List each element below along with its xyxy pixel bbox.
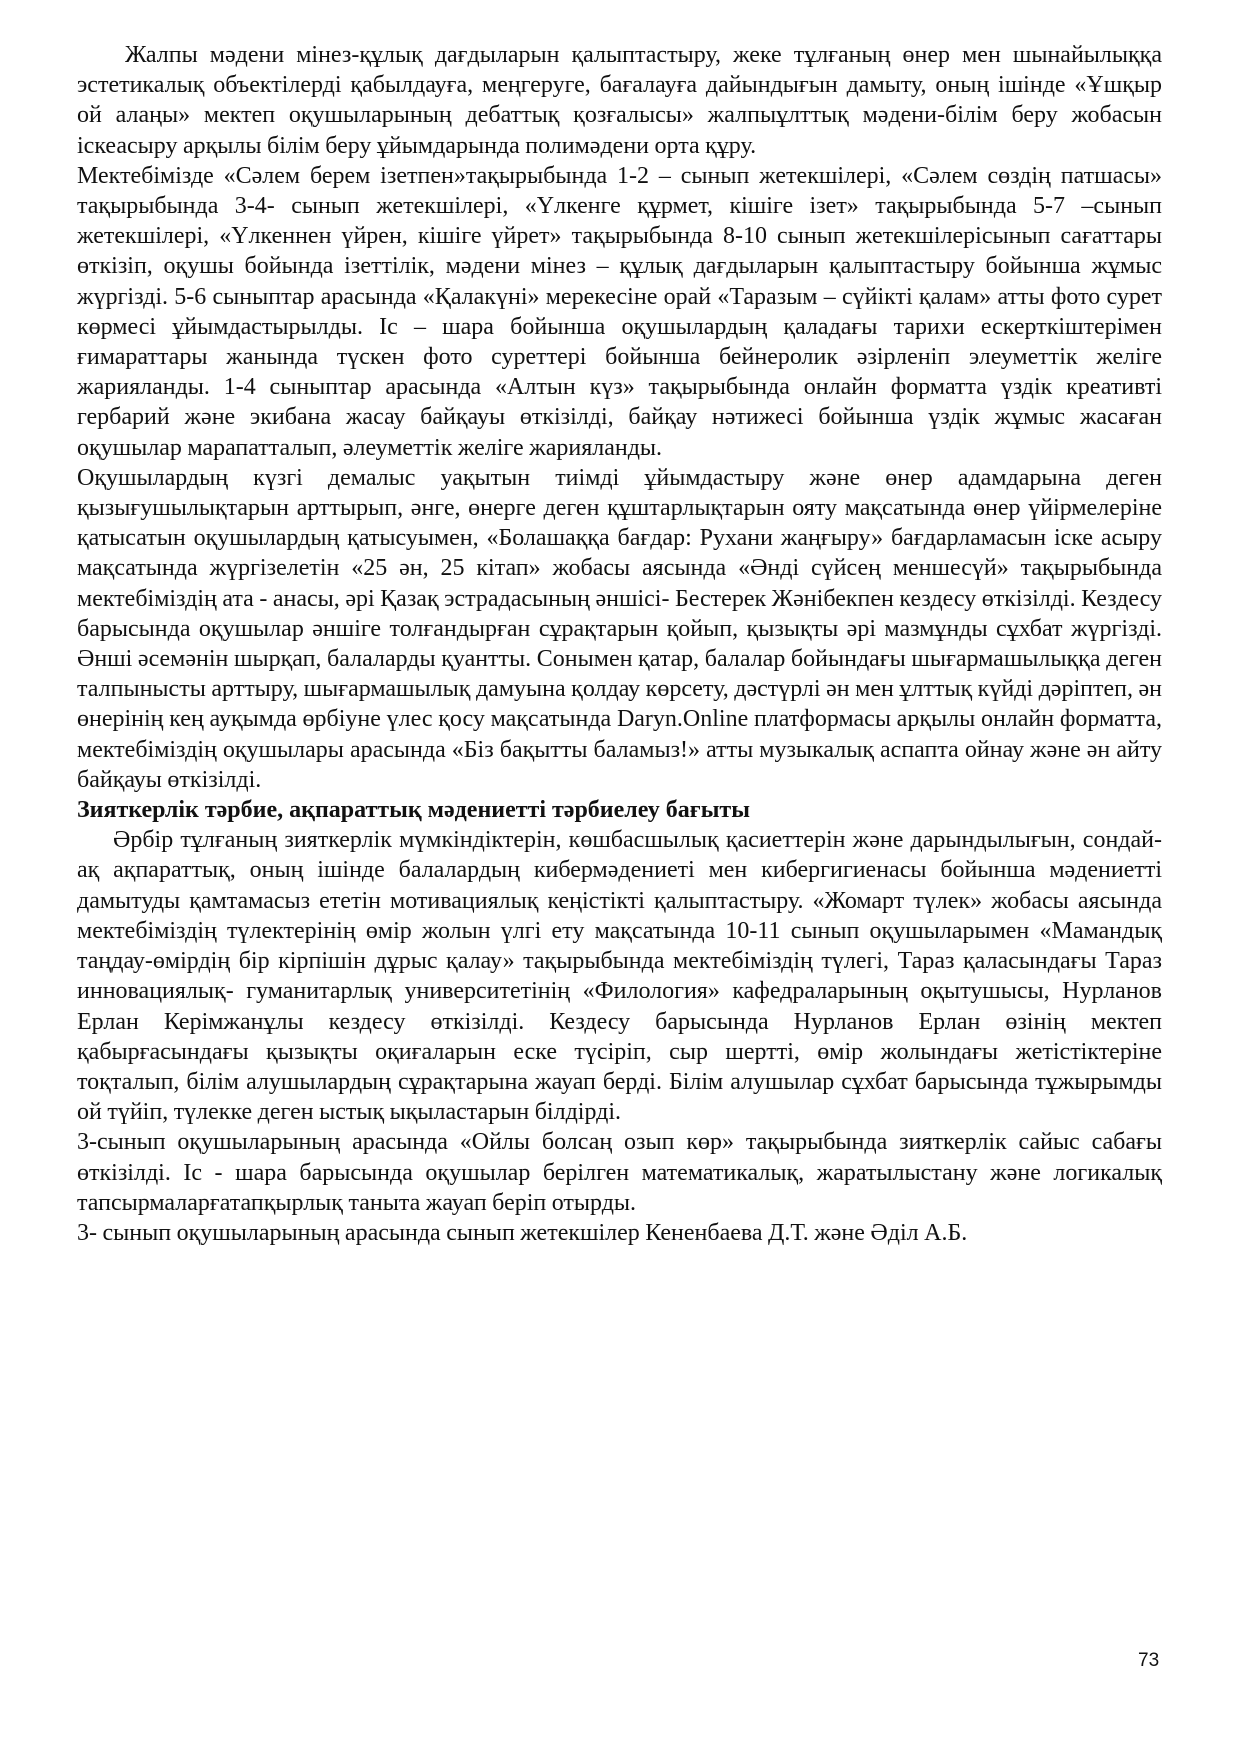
paragraph-grade3-teachers: 3- сынып оқушыларының арасында сынып жетекшілер Кененбаева Д.Т. және Әділ А.Б. (77, 1219, 968, 1246)
paragraph-autumn-holiday: Оқушылардың күзгі демалыс уақытын тиімді ұйымдастыру және өнер адамдарына деген қызығушылықтарын арттырып, әнге, өнерге деген құштарлықтарын ояту мақсатында өнер үйірмелеріне қатысатын оқушылардың қатысуымен, «Болашаққа бағдар: Рухани жаңғыру» бағдарламасын іске асыру мақсатында жүргізелетін «25 ән, 25 кітап» жобасы аясында «Әнді сүйсең меншесүй» тақырыбында мектебіміздің ата - анасы, әрі Қазақ эстрадасының әншісі- Бестерек Жәнібекпен кездесу өткізілді. Кездесу барысында оқушылар әншіге толғандырған сұрақтарын қойып, қызықты әрі мазмұнды сұхбат жүргізді. Әнші әсемәнін шырқап, балаларды қуантты. Сонымен қатар, балалар бойындағы шығармашылыққа деген талпынысты арттыру, шығармашылық дамуына қолдау көрсету, дәстүрлі ән мен ұлттық күйді дәріптеп, ән өнерінің кең ауқымда өрбіуне үлес қосу мақсатында Daryn.Online платформасы арқылы онлайн форматта, мектебіміздің оқушылары арасында «Біз бақытты баламыз!» атты музыкалық аспапта ойнау және ән айту байқауы өткізілді. (77, 464, 1162, 793)
paragraph-school-events: Мектебімізде «Сәлем берем ізетпен»тақырыбында 1-2 – сынып жетекшілері, «Сәлем сөздің патшасы» тақырыбында 3-4- сынып жетекшілері, «Үлкенге құрмет, кішіге ізет» тақырыбында 5-7 –сынып жетекшілері, «Үлкеннен үйрен, кішіге үйрет» тақырыбында 8-10 сынып жетекшілерісынып сағаттары өткізіп, оқушы бойында ізеттілік, мәдени мінез – құлық дағдыларын қалыптастыру бойынша жұмыс жүргізді. 5-6 сыныптар арасында «Қалакүні» мерекесіне орай «Таразым – сүйікті қалам» атты фото сурет көрмесі ұйымдастырылды. Іс – шара бойынша оқушылардың қаладағы тарихи ескерткіштерімен ғимараттары жанында түскен фото суреттері бойынша бейнеролик әзірленіп элеуметтік желіге жарияланды. 1-4 сыныптар арасында «Алтын күз» тақырыбында онлайн форматта үздік креативті гербарий және экибана жасау байқауы өткізілді, байқау нәтижесі бойынша үздік жұмыс жасаған оқушылар марапатталып, әлеуметтік желіге жарияланды. (77, 162, 1162, 461)
document-page (77, 40, 1162, 1248)
section-heading-intellectual-education: Зияткерлік тәрбие, ақпараттық мәдениетті тәрбиелеу бағыты (77, 797, 750, 824)
paragraph-grade3-contest: 3-сынып оқушыларының арасында «Ойлы болсаң озып көр» тақырыбында зияткерлік сайыс сабағы өткізілді. Іс - шара барысында оқушылар берілген математикалық, жаратылыстану және логикалық тапсырмаларғатапқырлық таныта жауап беріп отырды. (77, 1129, 1162, 1216)
paragraph-intellectual-development: Әрбір тұлғаның зияткерлік мүмкіндіктерін, көшбасшылық қасиеттерін және дарындылығын, сондай-ақ ақпараттық, оның ішінде балалардың кибермәдениеті мен кибергигиенасы бойынша мәдениетті дамытуды қамтамасыз ететін мотивациялық кеңістікті қалыптастыру. «Жомарт түлек» жобасы аясында мектебіміздің түлектерінің өмір жолын үлгі ету мақсатында 10-11 сынып оқушыларымен «Мамандық таңдау-өмірдің бір кірпішін дұрыс қалау» тақырыбында мектебіміздің түлегі, Тараз қаласындағы Тараз инновациялық- гуманитарлық университетінің «Филология» кафедраларының оқытушысы, Нурланов Ерлан Керімжанұлы кездесу өткізілді. Кездесу барысында Нурланов Ерлан өзінің мектеп қабырғасындағы қызықты оқиғаларын еске түсіріп, сыр шертті, өмір жолындағы жетістіктеріне тоқталып, білім алушылардың сұрақтарына жауап берді. Білім алушылар сұхбат барысында тұжырымды ой түйіп, түлекке деген ыстық ықыластарын білдірді. (77, 827, 1162, 1126)
paragraph-cultural-skills: Жалпы мәдени мінез-құлық дағдыларын қалыптастыру, жеке тұлғаның өнер мен шынайылыққа эстетикалық объектілерді қабылдауға, меңгеруге, бағалауға дайындығын дамыту, оның ішінде «Ұшқыр ой алаңы» мектеп оқушыларының дебаттық қозғалысы» жалпыұлттық мәдени-білім беру жобасын іскеасыру арқылы білім беру ұйымдарында полимәдени орта құру. (77, 42, 1162, 159)
page-number: 73 (1138, 1650, 1160, 1671)
